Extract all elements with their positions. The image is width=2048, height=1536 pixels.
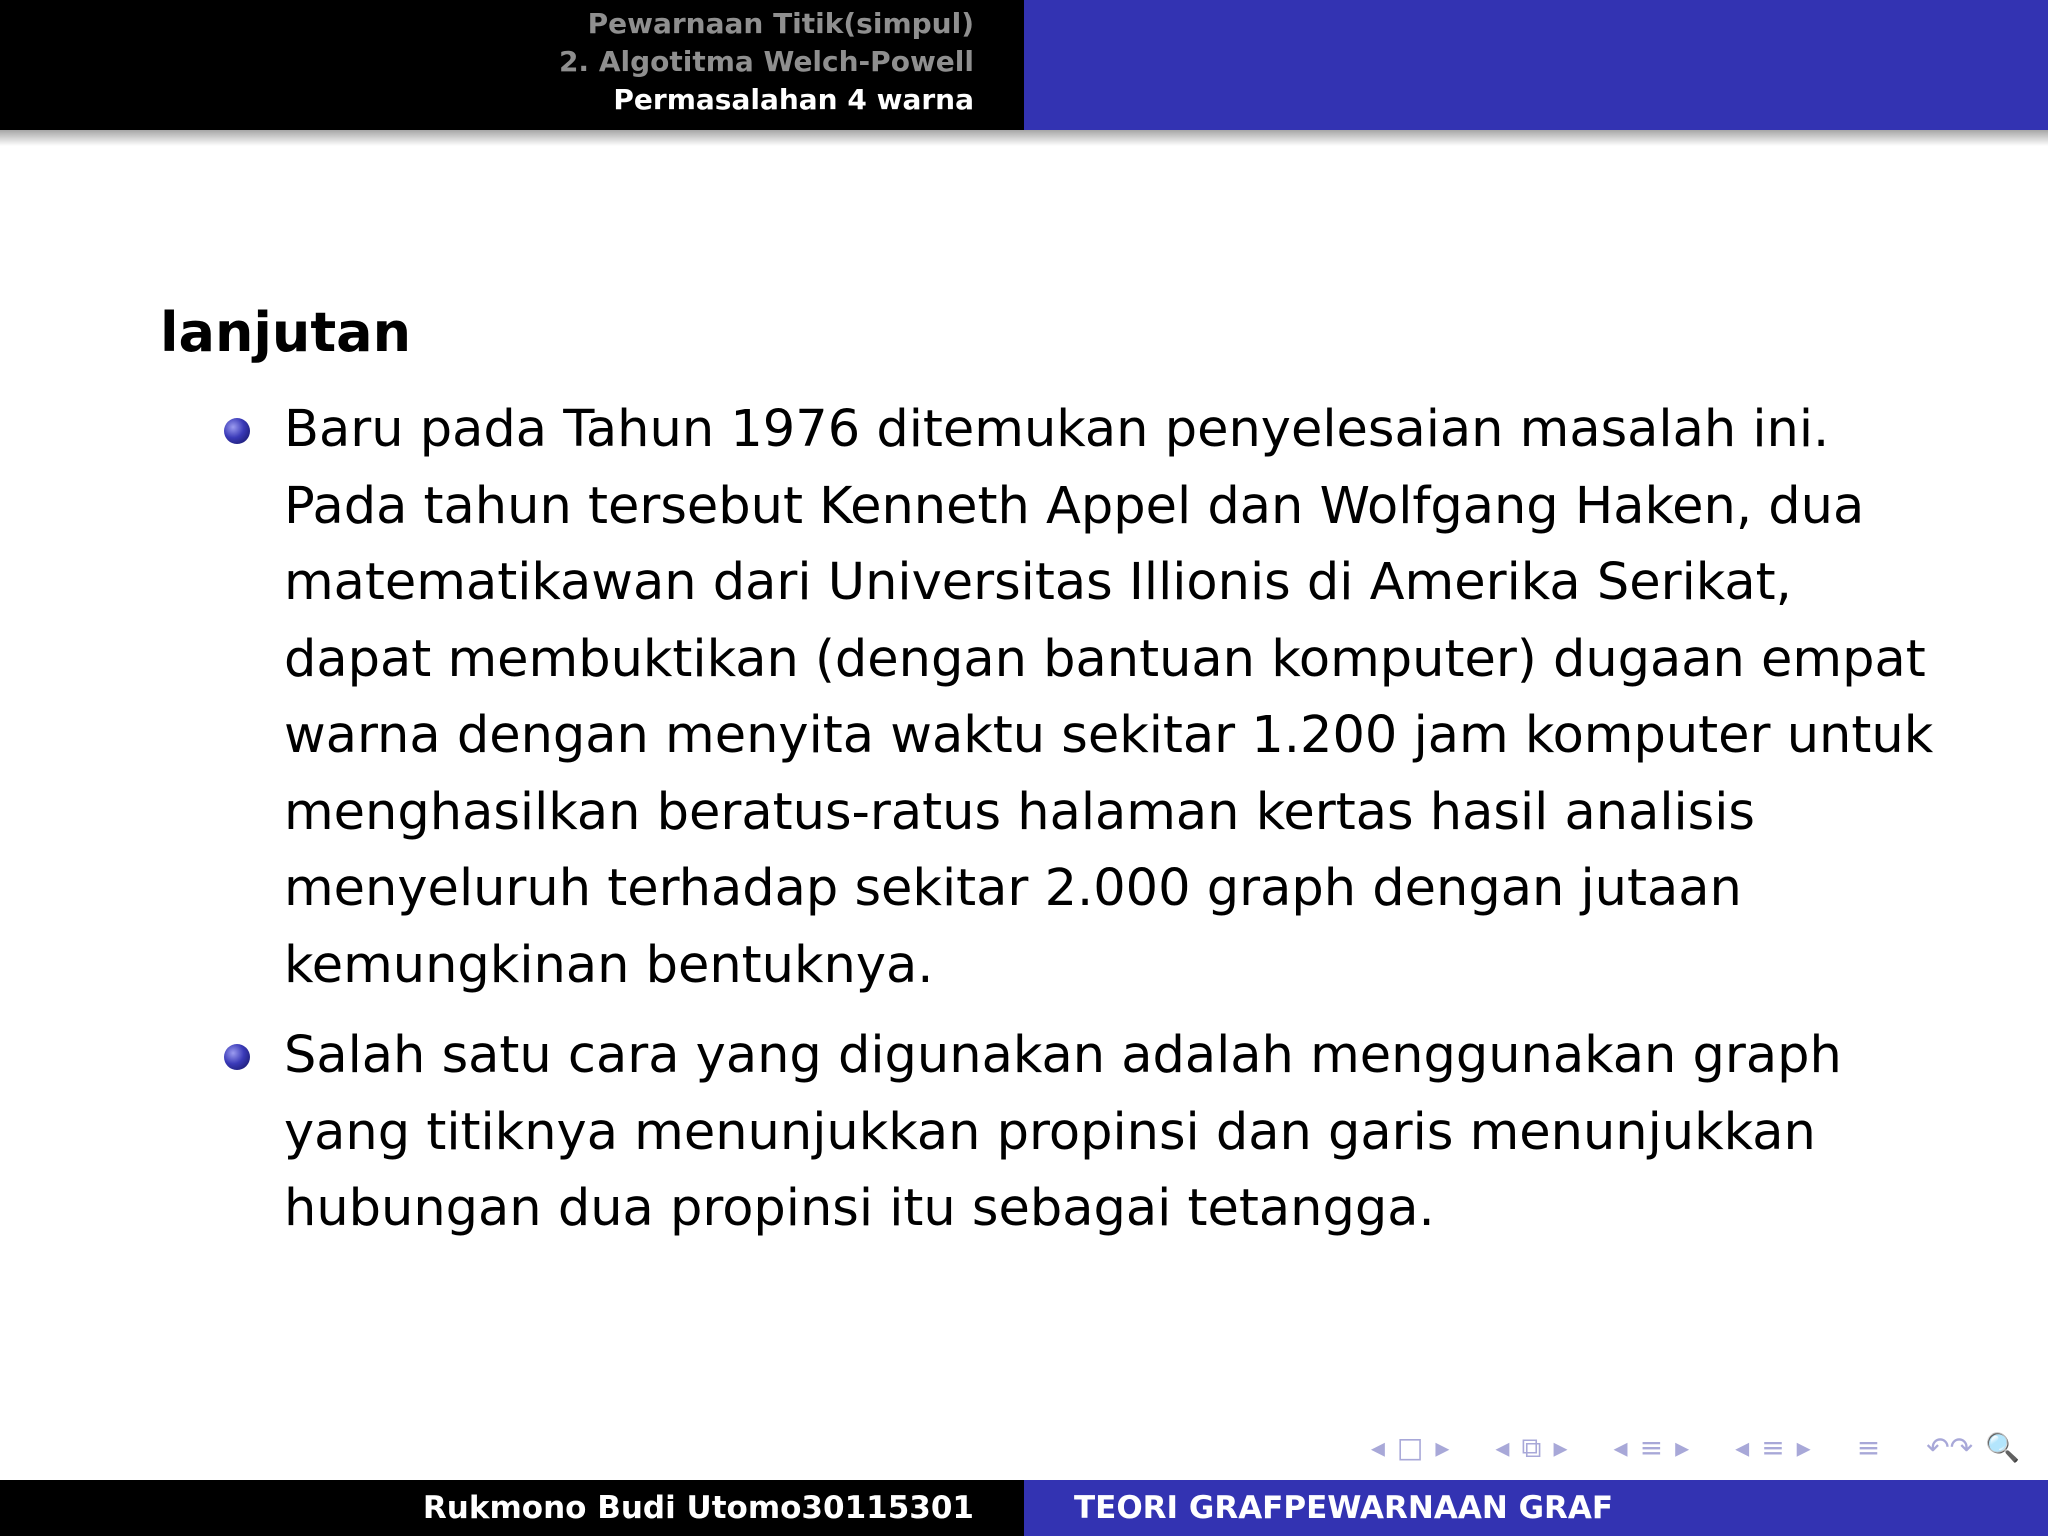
slide-next-icon[interactable]: ▸ [1435,1431,1450,1464]
outline-icon[interactable]: ≡ [1856,1431,1881,1464]
section-icon[interactable]: ≡ [1761,1431,1785,1464]
beamer-navigation-symbols [1365,1428,2026,1468]
search-icon[interactable]: 🔍 [1985,1431,2020,1464]
bullet-list [220,392,1940,1262]
nav-section-pewarnaan-titik[interactable]: Pewarnaan Titik(simpul) [587,7,974,40]
bullet-text: Baru pada Tahun 1976 ditemukan penyelesaian masalah ini. Pada tahun tersebut Kenneth Appel dan Wolfgang Haken, dua matematikawan dari Universitas Illionis di Amerika Serikat, dapat membuktikan (dengan bantuan komputer) dugaan empat warna dengan menyita waktu sekitar 1.200 jam komputer untuk menghasilkan beratus-ratus halaman kertas hasil analisis menyeluruh terhadap sekitar 2.000 graph dengan jutaan kemungkinan bentuknya. [284,400,1934,995]
header-navigation [0,0,1024,130]
slide-prev-icon[interactable]: ◂ [1370,1431,1385,1464]
section-prev-icon[interactable]: ◂ [1735,1431,1750,1464]
frame-next-icon[interactable]: ▸ [1553,1431,1568,1464]
frame-title: lanjutan [160,301,412,364]
nav-subsection-4-warna[interactable]: Permasalahan 4 warna [613,83,974,116]
bullet-text: Salah satu cara yang digunakan adalah menggunakan graph yang titiknya menunjukkan propinsi dan garis menunjukkan hubungan dua propinsi itu sebagai tetangga. [284,1026,1842,1238]
frame-prev-icon[interactable]: ◂ [1495,1431,1510,1464]
footer-title: TEORI GRAFPEWARNAAN GRAF [1024,1480,2048,1536]
subsection-prev-icon[interactable]: ◂ [1613,1431,1628,1464]
header-right-panel [1024,0,2048,130]
undo-redo-icon[interactable]: ↶↷ [1926,1431,1974,1464]
frame-icon[interactable]: ⧉ [1521,1431,1542,1464]
footer-bar [0,1480,2048,1536]
subsection-next-icon[interactable]: ▸ [1675,1431,1690,1464]
section-next-icon[interactable]: ▸ [1796,1431,1811,1464]
nav-subsection-welch-powell[interactable]: 2. Algotitma Welch-Powell [558,45,974,78]
footer-author: Rukmono Budi Utomo30115301 [0,1480,1024,1536]
slide-icon[interactable]: □ [1396,1431,1424,1464]
bullet-ball-icon [224,1044,250,1070]
bullet-ball-icon [224,418,250,444]
header-shadow [0,130,2048,146]
bullet-item [220,392,1940,1004]
bullet-item [220,1018,1940,1248]
subsection-icon[interactable]: ≡ [1639,1431,1664,1464]
header-bar [0,0,2048,130]
